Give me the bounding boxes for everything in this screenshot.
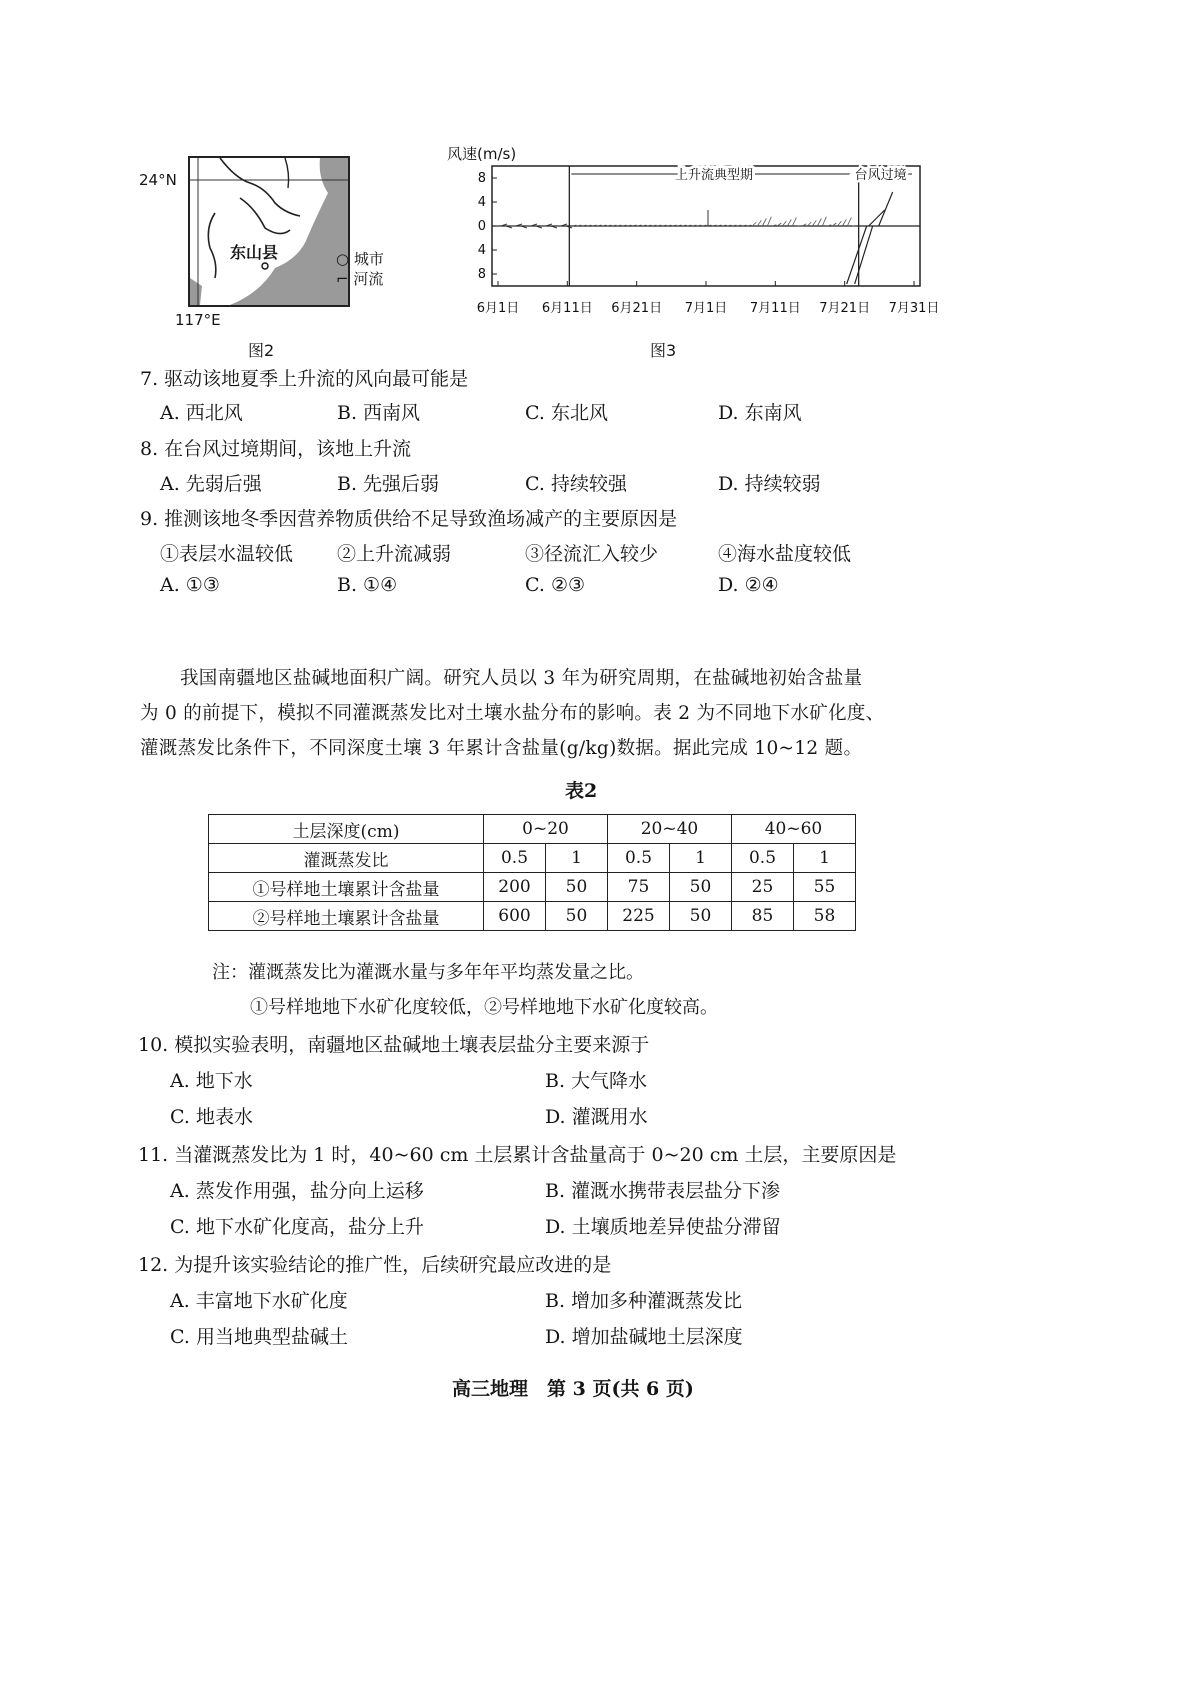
row-label-cell: ②号样地土壤累计含盐量 xyxy=(209,902,484,931)
fig3-caption: 图3 xyxy=(650,341,677,360)
wind-stick xyxy=(817,219,821,227)
x-tick-label: 7月1日 xyxy=(684,301,728,316)
ratio-cell: 1 xyxy=(670,844,732,873)
value-cell: 58 xyxy=(794,902,856,931)
fig2-map xyxy=(188,156,350,307)
q12-option-a: A. 丰富地下水矿化度 xyxy=(170,1290,348,1312)
value-cell: 50 xyxy=(670,873,732,902)
q9-option-a: A. ①③ xyxy=(160,574,220,596)
ratio-header-cell: 灌溉蒸发比 xyxy=(209,844,484,873)
fig2-caption: 图2 xyxy=(248,341,275,360)
river-icon: ⌐ xyxy=(336,270,349,288)
y-tick-label: 8 xyxy=(477,171,486,186)
legend-city: ○ 城市 xyxy=(336,250,384,268)
upwelling-annotation: 上升流典型期 xyxy=(674,168,754,183)
q7-option-d: D. 东南风 xyxy=(718,402,802,424)
q10-option-d: D. 灌溉用水 xyxy=(545,1106,648,1128)
q9-item-3: ③径流汇入较少 xyxy=(525,543,659,565)
fig3-ylabel: 风速(m/s) xyxy=(447,145,517,163)
wind-stick xyxy=(842,219,846,226)
x-tick-label: 6月11日 xyxy=(541,301,593,316)
q10-option-a: A. 地下水 xyxy=(170,1070,253,1092)
table2-header-depth xyxy=(209,815,856,844)
ratio-cell: 0.5 xyxy=(608,844,670,873)
value-cell: 50 xyxy=(546,902,608,931)
depth-cell: 0~20 xyxy=(484,815,608,844)
ratio-cell: 0.5 xyxy=(484,844,546,873)
passage-line-3: 灌溉蒸发比条件下，不同深度土壤 3 年累计含盐量(g/kg)数据。据此完成 10~12 题。 xyxy=(140,738,863,759)
q11-option-a: A. 蒸发作用强，盐分向上运移 xyxy=(170,1180,424,1202)
county-label: 东山县 xyxy=(230,243,279,262)
wind-stick xyxy=(837,221,841,226)
q10-option-b: B. 大气降水 xyxy=(545,1070,648,1092)
question-10-stem: 10. 模拟实验表明，南疆地区盐碱地土壤表层盐分主要来源于 xyxy=(138,1034,650,1056)
q8-option-c: C. 持续较强 xyxy=(525,473,627,495)
question-12-stem: 12. 为提升该实验结论的推广性，后续研究最应改进的是 xyxy=(138,1254,612,1276)
q12-option-d: D. 增加盐碱地土层深度 xyxy=(545,1326,743,1348)
value-cell: 200 xyxy=(484,873,546,902)
q8-option-a: A. 先弱后强 xyxy=(160,473,262,495)
x-tick-label: 6月21日 xyxy=(611,301,663,316)
q9-item-1: ①表层水温较低 xyxy=(160,543,294,565)
y-tick-label: 4 xyxy=(477,195,486,210)
value-cell: 55 xyxy=(794,873,856,902)
q11-option-b: B. 灌溉水携带表层盐分下渗 xyxy=(545,1180,781,1202)
y-tick-label: 8 xyxy=(477,267,486,282)
x-tick-label: 7月11日 xyxy=(749,301,801,316)
table2-title: 表2 xyxy=(565,780,598,802)
question-11-stem: 11. 当灌溉蒸发比为 1 时，40~60 cm 土层累计含盐量高于 0~20 cm 土层，主要原因是 xyxy=(138,1144,897,1166)
table2 xyxy=(208,814,856,931)
value-cell: 50 xyxy=(670,902,732,931)
fig3-chart xyxy=(450,160,940,320)
table2-note-1: 注：灌溉蒸发比为灌溉水量与多年年平均蒸发量之比。 xyxy=(212,962,644,983)
question-7-stem: 7. 驱动该地夏季上升流的风向最可能是 xyxy=(140,368,469,390)
typhoon-wind xyxy=(879,192,893,226)
depth-cell: 20~40 xyxy=(608,815,732,844)
q12-option-c: C. 用当地典型盐碱土 xyxy=(170,1326,348,1348)
wind-chart xyxy=(450,160,940,320)
x-tick-label: 7月31日 xyxy=(888,301,940,316)
passage-line-1: 我国南疆地区盐碱地面积广阔。研究人员以 3 年为研究周期，在盐碱地初始含盐量 xyxy=(180,668,863,689)
q10-option-c: C. 地表水 xyxy=(170,1106,253,1128)
q12-option-b: B. 增加多种灌溉蒸发比 xyxy=(545,1290,743,1312)
question-9-stem: 9. 推测该地冬季因营养物质供给不足导致渔场减产的主要原因是 xyxy=(140,508,678,530)
wind-stick xyxy=(782,221,786,226)
longitude-label: 117°E xyxy=(175,311,221,329)
page-footer: 高三地理 第 3 页(共 6 页) xyxy=(452,1378,694,1400)
city-icon: ○ xyxy=(336,250,350,268)
ratio-cell: 1 xyxy=(546,844,608,873)
wind-stick xyxy=(792,218,796,226)
latitude-label: 24°N xyxy=(139,171,177,189)
value-cell: 75 xyxy=(608,873,670,902)
wind-stick xyxy=(787,219,791,226)
ratio-cell: 0.5 xyxy=(732,844,794,873)
wind-stick xyxy=(822,217,826,226)
q11-option-d: D. 土壤质地差异使盐分滞留 xyxy=(545,1216,781,1238)
q7-option-c: C. 东北风 xyxy=(525,402,608,424)
passage-line-2: 为 0 的前提下，模拟不同灌溉蒸发比对土壤水盐分布的影响。表 2 为不同地下水矿化度、 xyxy=(140,703,885,724)
table2-header-ratio xyxy=(209,844,856,873)
depth-header-cell: 土层深度(cm) xyxy=(209,815,484,844)
typhoon-annotation: 台风过境 xyxy=(854,168,907,183)
q11-option-c: C. 地下水矿化度高，盐分上升 xyxy=(170,1216,424,1238)
q8-option-b: B. 先强后弱 xyxy=(337,473,440,495)
value-cell: 225 xyxy=(608,902,670,931)
q9-option-c: C. ②③ xyxy=(525,574,586,596)
wind-stick xyxy=(757,220,761,226)
q7-option-b: B. 西南风 xyxy=(337,402,421,424)
q9-option-d: D. ②④ xyxy=(718,574,779,596)
value-cell: 85 xyxy=(732,902,794,931)
value-cell: 50 xyxy=(546,873,608,902)
q8-option-d: D. 持续较弱 xyxy=(718,473,821,495)
wind-stick xyxy=(847,218,851,226)
depth-cell: 40~60 xyxy=(732,815,856,844)
x-tick-label: 7月21日 xyxy=(819,301,871,316)
wind-stick xyxy=(762,219,766,227)
y-tick-label: 4 xyxy=(477,243,486,258)
wind-stick xyxy=(767,217,771,226)
table2-note-2: ①号样地地下水矿化度较低，②号样地地下水矿化度较高。 xyxy=(250,997,718,1018)
value-cell: 600 xyxy=(484,902,546,931)
value-cell: 25 xyxy=(732,873,794,902)
table-row xyxy=(209,873,856,902)
q7-option-a: A. 西北风 xyxy=(160,402,243,424)
y-tick-label: 0 xyxy=(477,219,486,234)
q9-item-2: ②上升流减弱 xyxy=(337,543,452,565)
wind-stick xyxy=(812,220,816,226)
question-8-stem: 8. 在台风过境期间，该地上升流 xyxy=(140,438,412,460)
map-graphic xyxy=(190,158,348,305)
x-tick-label: 6月1日 xyxy=(476,301,520,316)
q9-item-4: ④海水盐度较低 xyxy=(718,543,852,565)
row-label-cell: ①号样地土壤累计含盐量 xyxy=(209,873,484,902)
legend-river: ⌐ 河流 xyxy=(336,270,384,288)
ratio-cell: 1 xyxy=(794,844,856,873)
table-row xyxy=(209,902,856,931)
q9-option-b: B. ①④ xyxy=(337,574,398,596)
